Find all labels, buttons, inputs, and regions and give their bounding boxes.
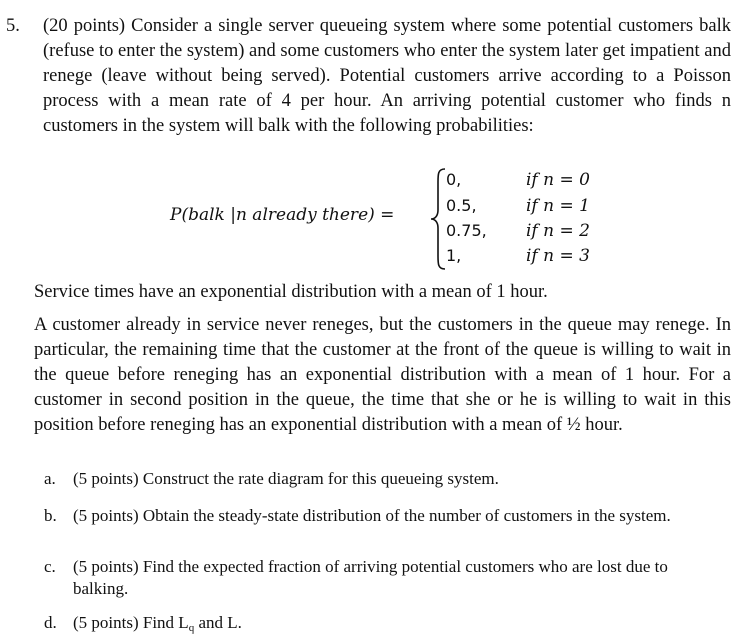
case-condition: if n = 1	[526, 196, 590, 216]
part-label: a.	[44, 469, 56, 488]
part-label: d.	[44, 613, 57, 632]
service-time-paragraph: Service times have an exponential distribution with a mean of 1 hour.	[34, 282, 548, 302]
case-value: 0.75,	[446, 221, 487, 240]
part-text	[73, 612, 701, 639]
part-text: (5 points) Construct the rate diagram for this queueing system.	[73, 469, 499, 488]
part-text: (5 points) Obtain the steady-state distribution of the number of customers in the system.	[73, 506, 671, 525]
case-value: 1,	[446, 246, 462, 265]
case-value: 0,	[446, 170, 462, 189]
part-text-before: (5 points) Find L	[73, 613, 189, 632]
part-label: b.	[44, 506, 57, 525]
question-number: 5.	[6, 16, 20, 36]
formula-lhs: P(balk |n already there) =	[170, 205, 395, 225]
case-condition: if n = 3	[526, 246, 590, 266]
balk-probability-formula	[170, 166, 650, 272]
subscript-q: q	[188, 622, 195, 634]
case-condition: if n = 0	[526, 170, 590, 190]
case-condition: if n = 2	[526, 221, 590, 241]
question-intro: (20 points) Consider a single server queueing system where some potential customers balk (refuse to enter the system) and some customers who enter the system later get impatient and renege (leave without being served). Potential customers arrive according to a Poisson process with a mean rate of 4 per hour. An arriving potential customer who finds n customers in the system will balk with the following probabilities:	[43, 16, 731, 136]
part-text-after: and L.	[194, 613, 242, 632]
renege-paragraph: A customer already in service never reneges, but the customers in the queue may renege. In particular, the remaining time that the customer at the front of the queue is willing to wait in the queue before reneging has an exponential distribution with a mean of 1 hour. For a customer in second position in the queue, the time that she or he is willing to wait in this position before reneging has an exponential distribution with a mean of ½ hour.	[34, 315, 731, 435]
part-label: c.	[44, 557, 56, 576]
case-value: 0.5,	[446, 196, 477, 215]
part-text: (5 points) Find the expected fraction of arriving potential customers who are lost due to balking.	[73, 557, 668, 598]
